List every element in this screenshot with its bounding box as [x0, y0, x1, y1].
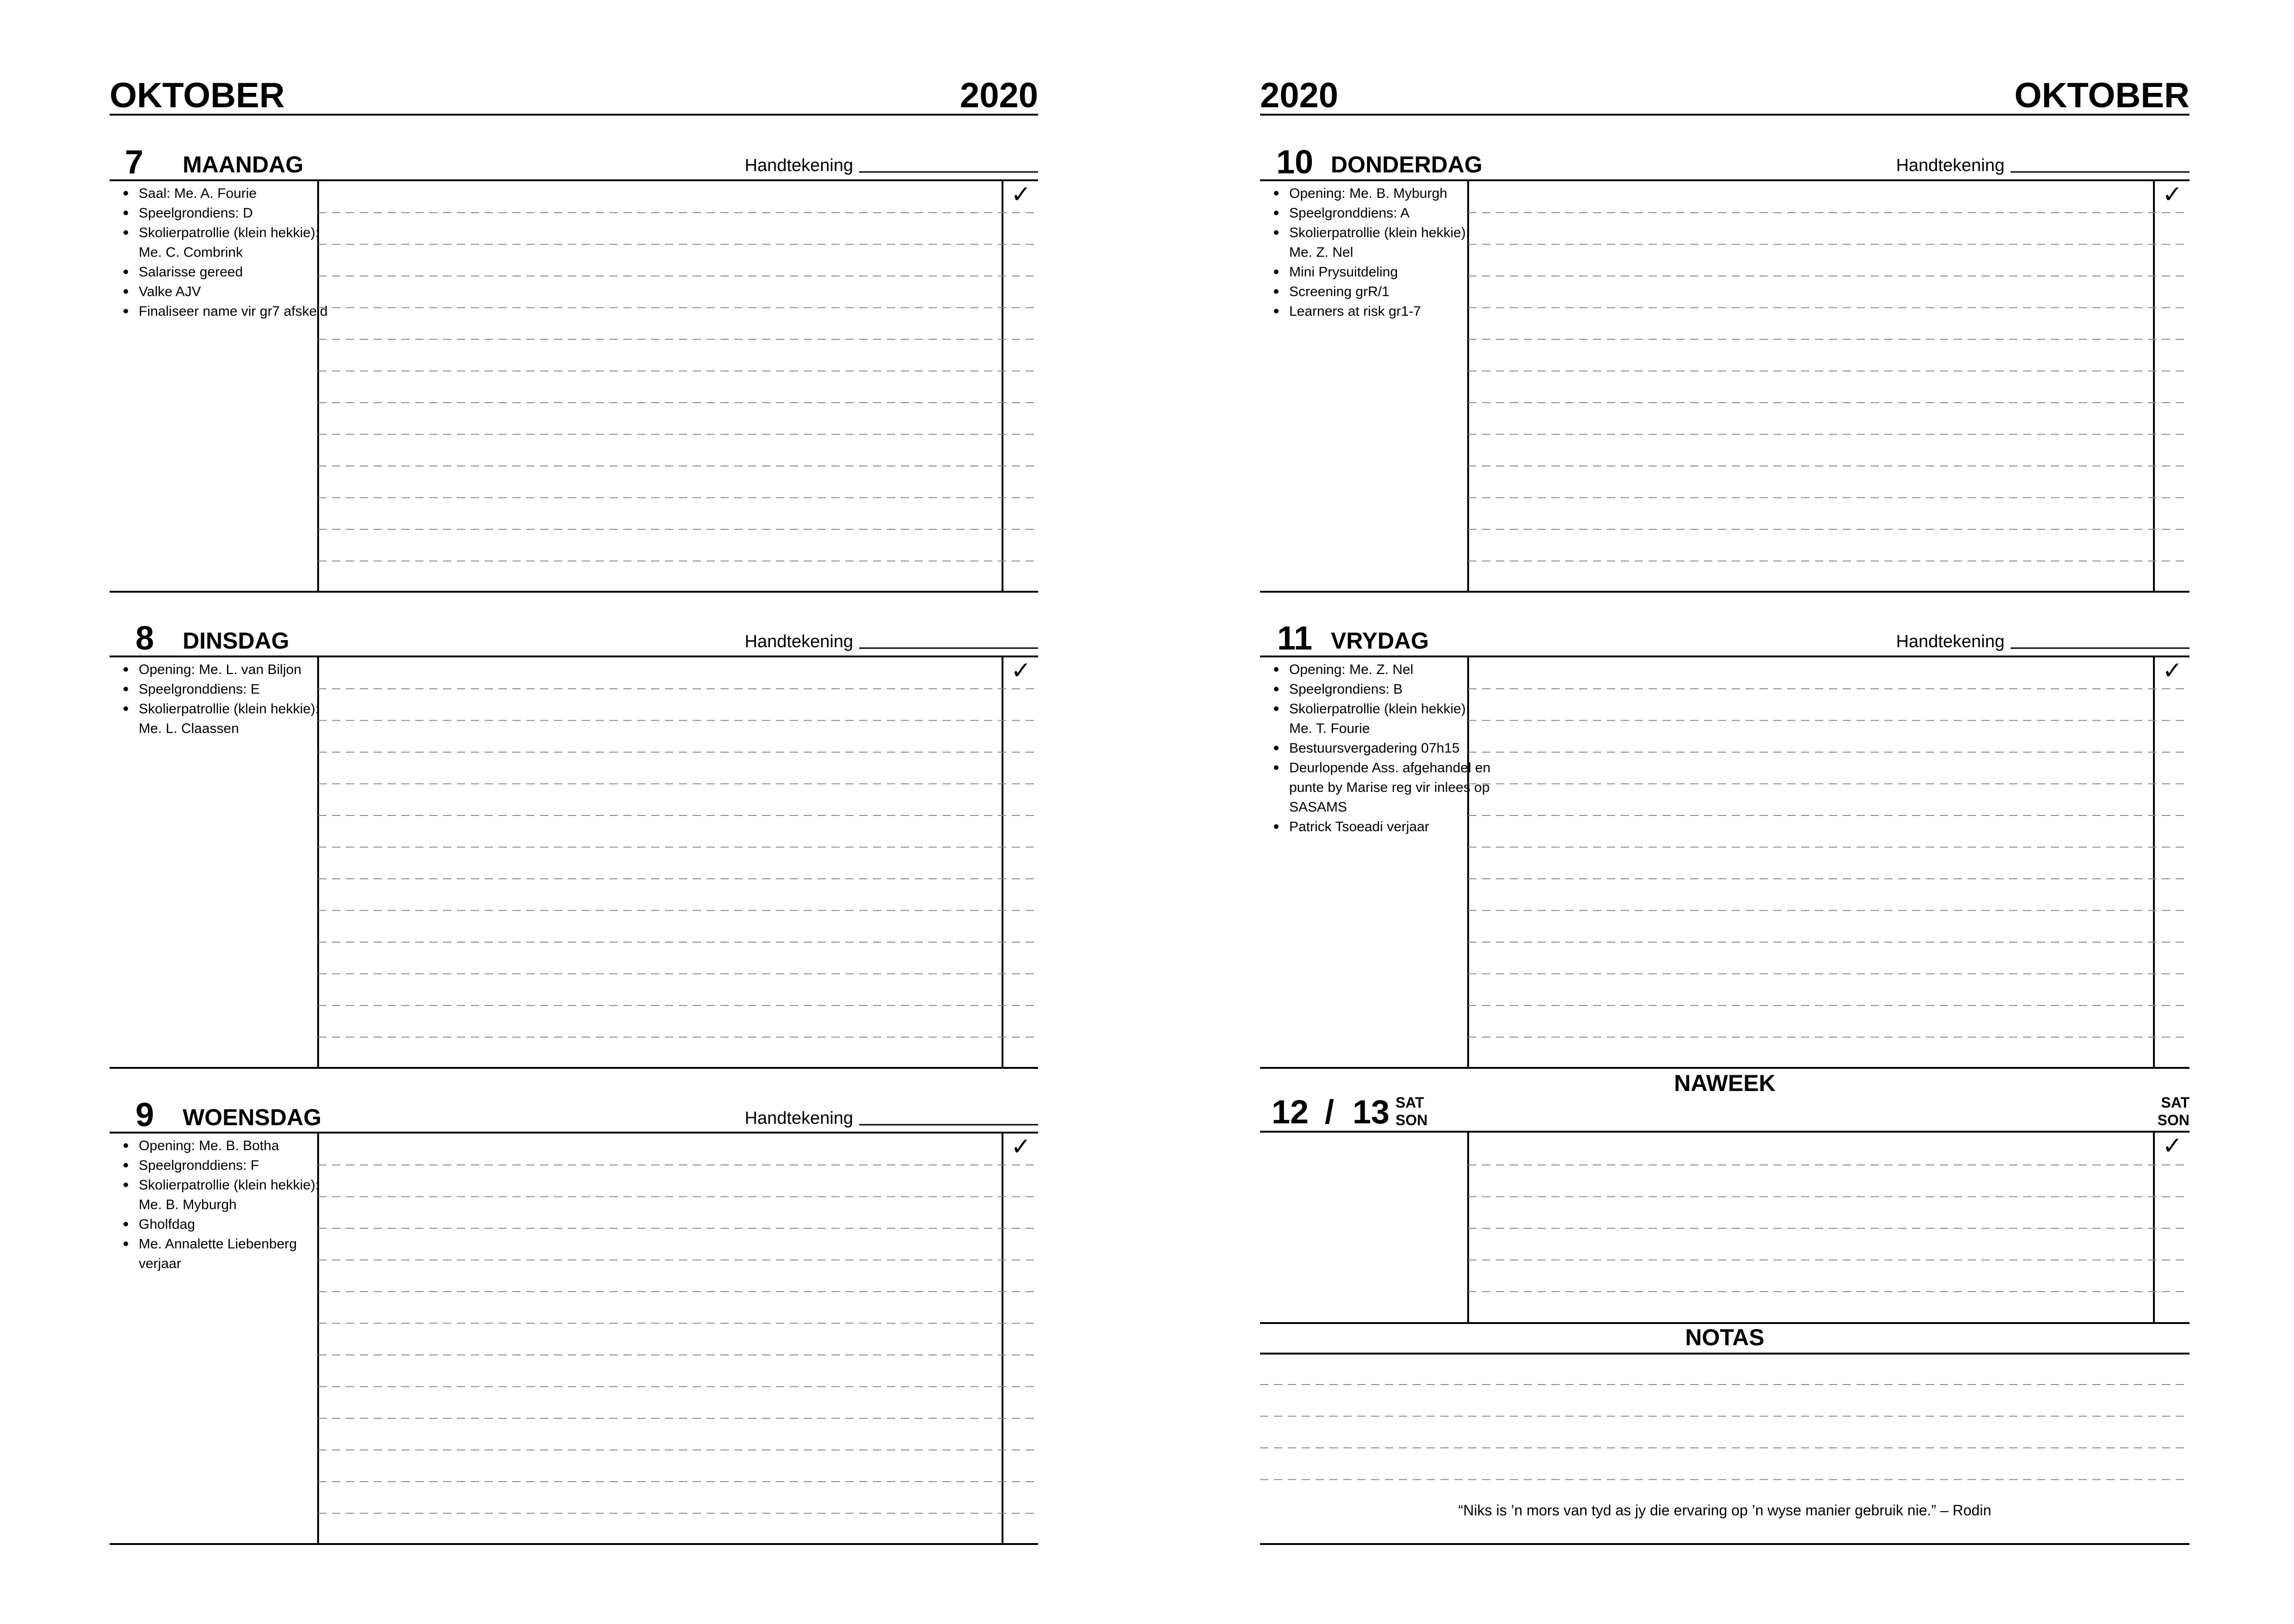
signature-label: Handtekening — [744, 156, 853, 175]
bullet-icon — [123, 667, 128, 672]
writing-lines[interactable] — [1468, 213, 2189, 561]
note-line: Speelgronddiens: A — [1289, 205, 1410, 221]
bullet-icon — [1274, 746, 1279, 750]
bullet-icon — [1274, 309, 1279, 313]
note-line: Speelgrondiens: D — [139, 205, 253, 221]
signature-label: Handtekening — [1896, 632, 2005, 651]
bullet-icon — [1274, 211, 1279, 215]
note-line: Gholfdag — [139, 1217, 195, 1232]
bullet-icon — [123, 706, 128, 711]
weekend-son-label-right: SON — [2157, 1112, 2189, 1128]
note-line: SASAMS — [1289, 799, 1347, 815]
note-line: Me. T. Fourie — [1289, 721, 1370, 736]
note-line: Skolierpatrollie (klein hekkie): — [139, 701, 320, 717]
writing-lines[interactable] — [318, 213, 1038, 561]
bullet-icon — [123, 191, 128, 196]
note-line: Skolierpatrollie (klein hekkie): — [139, 1177, 320, 1193]
note-line: Opening: Me. L. van Biljon — [139, 662, 301, 677]
day-notes — [123, 186, 328, 319]
quote-text: “Niks is ’n mors van tyd as jy die ervaring op ’n wyse manier gebruik nie.” – Rodin — [1458, 1502, 1992, 1519]
day-number: 7 — [124, 144, 144, 181]
bullet-icon — [123, 309, 128, 313]
bullet-icon — [123, 1183, 128, 1187]
weekend-writing-lines[interactable] — [1468, 1165, 2189, 1292]
bullet-icon — [1274, 191, 1279, 196]
bullet-icon — [123, 270, 128, 274]
signature-label: Handtekening — [1896, 156, 2005, 175]
day-name: DINSDAG — [183, 628, 289, 654]
note-line: Me. Annalette Liebenberg — [139, 1236, 297, 1252]
note-line: verjaar — [139, 1256, 181, 1271]
day-number: 10 — [1276, 144, 1314, 181]
bullet-icon — [123, 1242, 128, 1246]
bullet-icon — [123, 1163, 128, 1168]
day-notes — [1274, 662, 1490, 834]
note-line: Mini Prysuitdeling — [1289, 264, 1398, 280]
bullet-icon — [123, 230, 128, 235]
note-line: punte by Marise reg vir inlees op — [1289, 780, 1490, 795]
day-notes — [1274, 186, 1470, 319]
bullet-icon — [123, 211, 128, 215]
note-line: Salarisse gereed — [139, 264, 243, 280]
bullet-icon — [1274, 667, 1279, 672]
note-line: Patrick Tsoeadi verjaar — [1289, 819, 1429, 834]
bullet-icon — [123, 1222, 128, 1226]
day-number: 9 — [135, 1097, 154, 1134]
left-year-title: 2020 — [959, 76, 1038, 115]
check-icon[interactable]: ✓ — [1011, 181, 1031, 208]
note-line: Opening: Me. Z. Nel — [1289, 662, 1414, 677]
signature-label: Handtekening — [744, 632, 853, 651]
weekend-son-label: SON — [1396, 1112, 1428, 1128]
note-line: Skolierpatrollie (klein hekkie): — [1289, 701, 1470, 717]
bullet-icon — [1274, 824, 1279, 829]
note-line: Screening grR/1 — [1289, 284, 1390, 300]
day-name: MAANDAG — [183, 152, 304, 178]
notes-block — [1260, 1324, 2189, 1544]
bullet-icon — [1274, 706, 1279, 711]
bullet-icon — [123, 687, 128, 692]
bullet-icon — [123, 289, 128, 294]
weekend-title: NAWEEK — [1674, 1070, 1776, 1096]
day-block-10 — [1260, 144, 2189, 592]
note-line: Deurlopende Ass. afgehandel en — [1289, 760, 1491, 776]
weekend-day-12: 12 — [1272, 1094, 1309, 1131]
left-month-title: OKTOBER — [110, 76, 285, 115]
writing-lines[interactable] — [318, 1165, 1038, 1514]
writing-lines[interactable] — [318, 689, 1038, 1037]
note-line: Skolierpatrollie (klein hekkie): — [139, 225, 320, 240]
bullet-icon — [1274, 230, 1279, 235]
note-line: Me. C. Combrink — [139, 245, 243, 260]
day-number: 11 — [1277, 620, 1313, 657]
note-line: Speelgrondiens: B — [1289, 681, 1403, 697]
note-line: Me. L. Claassen — [139, 721, 239, 736]
note-line: Valke AJV — [139, 284, 201, 300]
writing-lines[interactable] — [1468, 689, 2189, 1037]
note-line: Skolierpatrollie (klein hekkie): — [1289, 225, 1470, 240]
signature-label: Handtekening — [744, 1109, 853, 1128]
check-icon[interactable]: ✓ — [2162, 1133, 2183, 1159]
note-line: Bestuursvergadering 07h15 — [1289, 741, 1460, 756]
day-block-8 — [110, 620, 1038, 1068]
note-line: Opening: Me. B. Myburgh — [1289, 186, 1447, 201]
bullet-icon — [1274, 289, 1279, 294]
weekend-sat-label-right: SAT — [2161, 1094, 2189, 1111]
note-line: Learners at risk gr1-7 — [1289, 304, 1421, 319]
day-block-7 — [110, 144, 1038, 592]
note-line: Speelgronddiens: E — [139, 681, 260, 697]
note-line: Speelgronddiens: F — [139, 1158, 259, 1173]
check-icon[interactable]: ✓ — [2162, 181, 2183, 208]
weekend-sat-label: SAT — [1396, 1094, 1424, 1111]
right-year-title: 2020 — [1260, 76, 1339, 115]
day-name: WOENSDAG — [183, 1104, 321, 1130]
day-notes — [123, 1138, 319, 1271]
bullet-icon — [123, 1143, 128, 1148]
right-month-title: OKTOBER — [2014, 76, 2189, 115]
check-icon[interactable]: ✓ — [1011, 1134, 1031, 1160]
bullet-icon — [1274, 687, 1279, 692]
note-line: Saal: Me. A. Fourie — [139, 186, 257, 201]
weekend-block — [1260, 1070, 2189, 1323]
day-notes — [123, 662, 319, 736]
bullet-icon — [1274, 766, 1279, 770]
day-block-9 — [110, 1097, 1038, 1544]
note-line: Me. B. Myburgh — [139, 1197, 237, 1213]
note-line: Opening: Me. B. Botha — [139, 1138, 279, 1153]
day-block-11 — [1260, 620, 2189, 1068]
day-name: DONDERDAG — [1331, 152, 1482, 178]
weekend-day-13: 13 — [1353, 1094, 1390, 1131]
check-icon[interactable]: ✓ — [1011, 657, 1031, 684]
notes-writing-lines[interactable] — [1260, 1385, 2189, 1480]
note-line: Finaliseer name vir gr7 afskeid — [139, 304, 328, 319]
day-number: 8 — [135, 620, 154, 657]
bullet-icon — [1274, 270, 1279, 274]
weekend-separator: / — [1325, 1094, 1335, 1131]
check-icon[interactable]: ✓ — [2162, 657, 2183, 684]
day-name: VRYDAG — [1331, 628, 1429, 654]
notes-title: NOTAS — [1685, 1324, 1765, 1350]
note-line: Me. Z. Nel — [1289, 245, 1353, 260]
